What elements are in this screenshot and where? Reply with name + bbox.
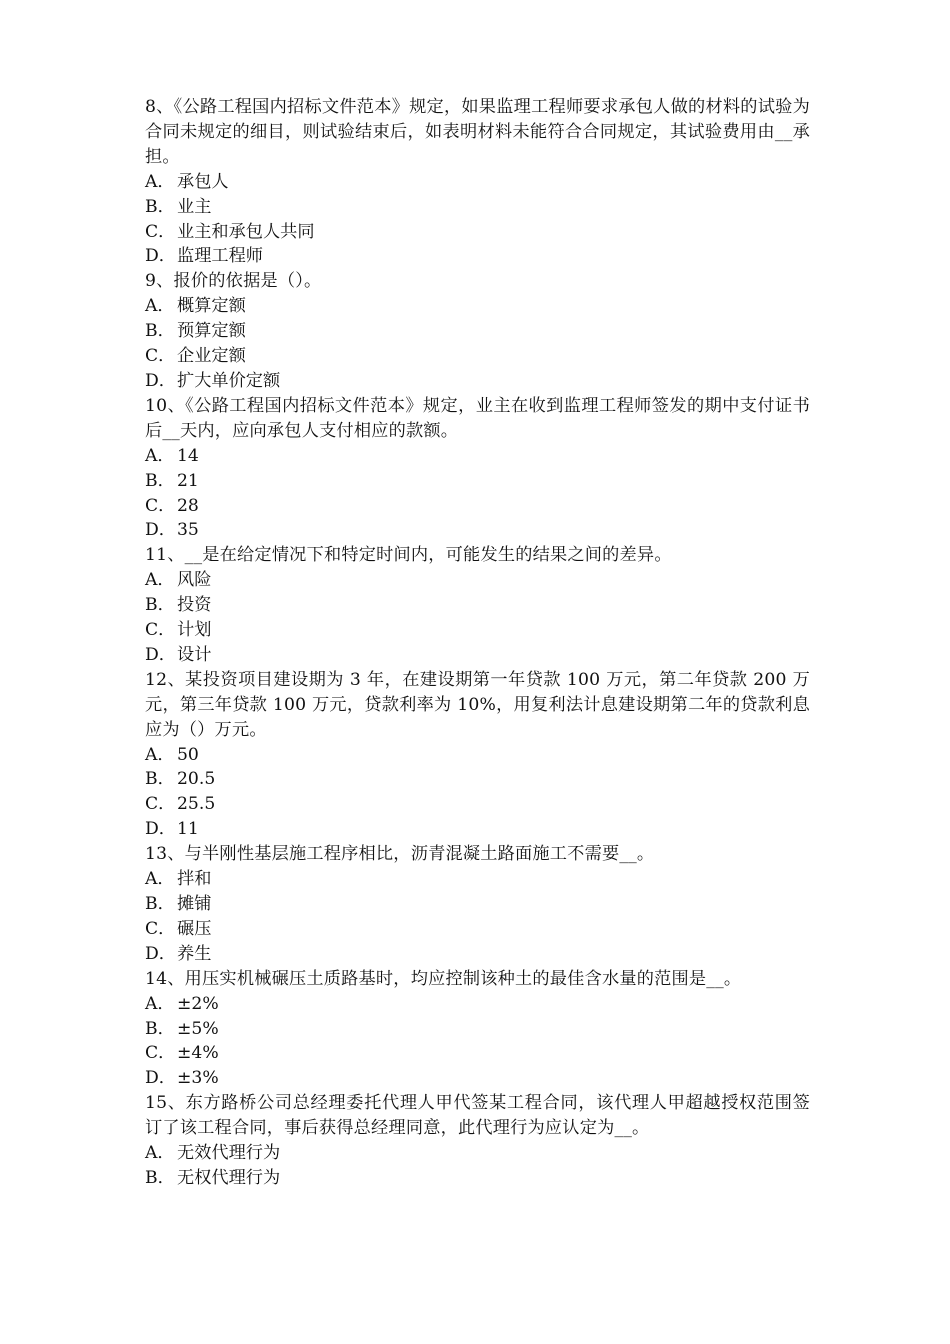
option-list (145, 568, 810, 668)
option-letter: A． (145, 570, 175, 591)
option-text: 拌和 (177, 869, 212, 890)
option-text: 承包人 (177, 171, 229, 192)
option-text: 设计 (177, 644, 212, 665)
option-d (145, 643, 810, 668)
question-15 (145, 1091, 810, 1191)
option-letter: C． (145, 794, 176, 815)
question-stem: 10、《公路工程国内招标文件范本》规定，业主在收到监理工程师签发的期中支付证书后__天内，应向承包人支付相应的款额。 (145, 395, 810, 441)
option-text: 扩大单价定额 (177, 370, 281, 391)
option-text: 碾压 (177, 918, 212, 939)
option-b (145, 892, 810, 917)
document-page (145, 95, 810, 1191)
option-b (145, 1166, 810, 1191)
option-b (145, 469, 810, 494)
option-c (145, 1041, 810, 1066)
option-text: 50 (177, 744, 199, 765)
option-letter: B． (145, 321, 175, 342)
question-14 (145, 967, 810, 1092)
option-c (145, 792, 810, 817)
option-letter: D． (145, 370, 176, 391)
option-text: ±2% (177, 993, 219, 1014)
option-c (145, 618, 810, 643)
option-letter: A． (145, 171, 175, 192)
question-stem: 9、报价的依据是（）。 (145, 271, 322, 292)
option-letter: C． (145, 221, 176, 242)
option-letter: D． (145, 246, 176, 267)
option-letter: A． (145, 296, 175, 317)
option-letter: A． (145, 869, 175, 890)
option-text: 11 (177, 819, 199, 840)
option-letter: C． (145, 1043, 176, 1064)
option-text: 概算定额 (177, 296, 246, 317)
option-c (145, 344, 810, 369)
option-list (145, 444, 810, 544)
option-text: 业主 (177, 196, 212, 217)
option-text: 35 (177, 520, 199, 541)
option-letter: A． (145, 445, 175, 466)
option-text: 企业定额 (177, 346, 246, 367)
option-b (145, 767, 810, 792)
option-text: 计划 (177, 620, 212, 641)
option-text: ±5% (177, 1018, 219, 1039)
option-text: ±4% (177, 1043, 219, 1064)
option-a (145, 568, 810, 593)
option-letter: B． (145, 196, 175, 217)
question-10 (145, 394, 810, 543)
option-b (145, 1017, 810, 1042)
option-d (145, 1066, 810, 1091)
question-13 (145, 842, 810, 967)
question-stem: 15、东方路桥公司总经理委托代理人甲代签某工程合同，该代理人甲超越授权范围签订了该工程合同，事后获得总经理同意，此代理行为应认定为__。 (145, 1093, 810, 1139)
option-letter: C． (145, 918, 176, 939)
option-d (145, 369, 810, 394)
option-c (145, 917, 810, 942)
option-text: 21 (177, 470, 199, 491)
option-text: 25.5 (177, 794, 216, 815)
option-list (145, 294, 810, 394)
question-12 (145, 668, 810, 842)
option-letter: D． (145, 943, 176, 964)
option-text: 监理工程师 (177, 246, 263, 267)
option-letter: C． (145, 620, 176, 641)
option-letter: B． (145, 470, 175, 491)
option-d (145, 817, 810, 842)
option-letter: B． (145, 1018, 175, 1039)
option-letter: D． (145, 819, 176, 840)
option-text: 无权代理行为 (177, 1167, 281, 1188)
option-text: 20.5 (177, 769, 216, 790)
option-letter: B． (145, 595, 175, 616)
option-d (145, 518, 810, 543)
question-stem: 14、用压实机械碾压土质路基时，均应控制该种土的最佳含水量的范围是__。 (145, 968, 742, 989)
option-letter: B． (145, 1167, 175, 1188)
option-text: 14 (177, 445, 199, 466)
option-letter: A． (145, 1143, 175, 1164)
option-list (145, 992, 810, 1092)
option-letter: B． (145, 894, 175, 914)
option-list (145, 867, 810, 967)
option-a (145, 170, 810, 195)
option-letter: C． (145, 346, 176, 367)
question-11 (145, 543, 810, 668)
option-text: 摊铺 (177, 894, 212, 914)
question-stem: 11、__是在给定情况下和特定时间内，可能发生的结果之间的差异。 (145, 545, 672, 566)
option-letter: D． (145, 520, 176, 541)
option-letter: D． (145, 1068, 176, 1089)
question-8 (145, 95, 810, 269)
option-list (145, 170, 810, 270)
option-letter: B． (145, 769, 175, 790)
option-text: 28 (177, 495, 199, 516)
option-list (145, 1141, 810, 1191)
option-c (145, 220, 810, 245)
option-text: ±3% (177, 1068, 219, 1089)
option-text: 养生 (177, 943, 212, 964)
option-text: 投资 (177, 595, 212, 616)
option-a (145, 294, 810, 319)
option-d (145, 942, 810, 967)
option-a (145, 992, 810, 1017)
question-9 (145, 269, 810, 394)
option-a (145, 1141, 810, 1166)
question-stem: 12、某投资项目建设期为 3 年，在建设期第一年贷款 100 万元，第二年贷款 200 万元，第三年贷款 100 万元，贷款利率为 10%，用复利法计息建设期第二年的贷款利息应为（）万元。 (145, 669, 810, 740)
option-a (145, 867, 810, 892)
question-stem: 13、与半刚性基层施工程序相比，沥青混凝土路面施工不需要__。 (145, 844, 655, 865)
option-text: 风险 (177, 570, 212, 591)
option-letter: C． (145, 495, 176, 516)
option-d (145, 244, 810, 269)
option-b (145, 319, 810, 344)
option-text: 预算定额 (177, 321, 246, 342)
option-b (145, 195, 810, 220)
option-b (145, 593, 810, 618)
option-a (145, 743, 810, 768)
option-letter: A． (145, 993, 175, 1014)
option-letter: D． (145, 644, 176, 665)
option-a (145, 444, 810, 469)
option-text: 业主和承包人共同 (177, 221, 315, 242)
option-c (145, 494, 810, 519)
question-stem: 8、《公路工程国内招标文件范本》规定，如果监理工程师要求承包人做的材料的试验为合同未规定的细目，则试验结束后，如表明材料未能符合合同规定，其试验费用由__承担。 (145, 97, 810, 167)
option-list (145, 743, 810, 843)
option-text: 无效代理行为 (177, 1143, 281, 1164)
option-letter: A． (145, 744, 175, 765)
